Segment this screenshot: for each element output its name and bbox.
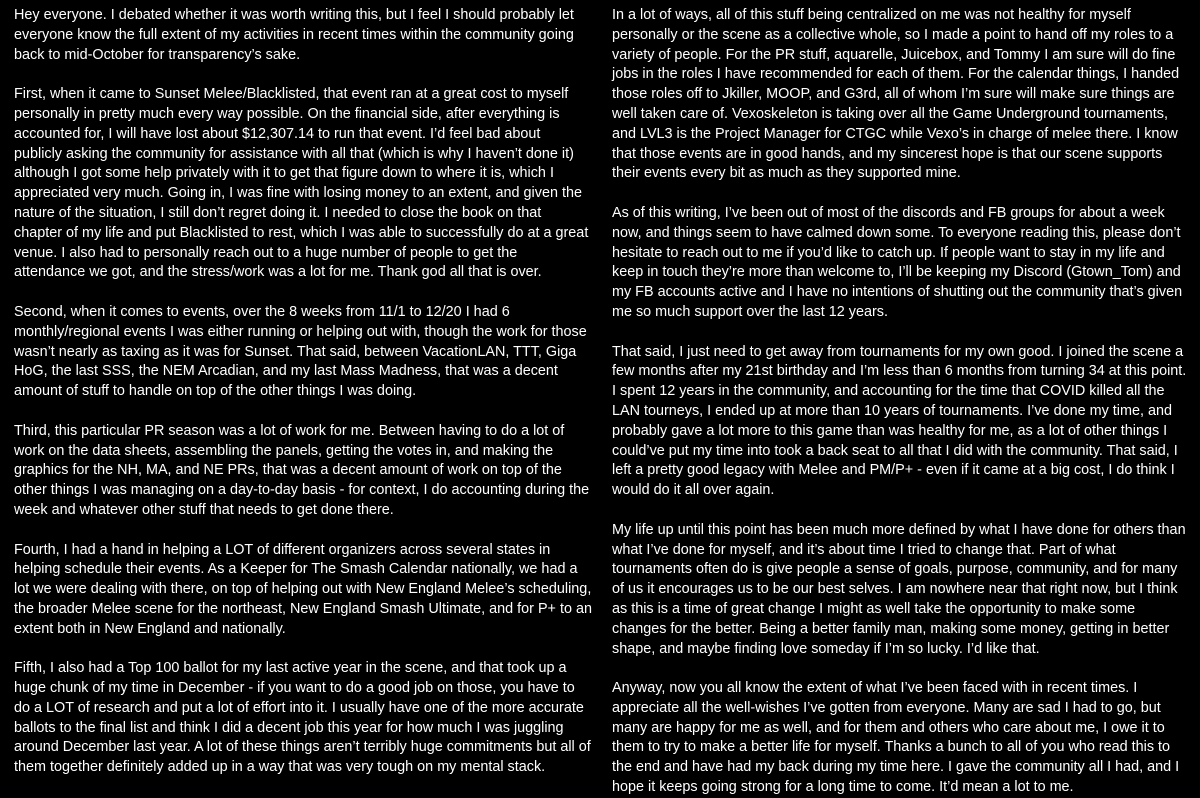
paragraph-fourth-scheduling: Fourth, I had a hand in helping a LOT of different organizers across several states in helping schedule their events. As a Keeper for The Smash Calendar nationally, we had a lot we were dealing with there, on top of helping out with New England Melee’s scheduling, the broader Melee scene for the northeast, New England Smash Ultimate, and for P+ to an extent both in New England and nationally. (14, 541, 592, 637)
paragraph-first-sunset-melee: First, when it came to Sunset Melee/Blacklisted, that event ran at a great cost to myself personally in pretty much every way possible. On the financial side, after everything is accounted for, I will have lost about $12,307.14 to run that event. I’d feel bad about publicly asking the community for assistance with all that (which is why I haven’t done it) although I got some help privately with it to get that figure down to where it is, which I appreciated very much. Going in, I was fine with losing money to an extent, and given the nature of the situation, I still don’t regret doing it. I needed to close the book on that chapter of my life and put Blacklisted to rest, which I was able to successfully do at a great venue. I also had to personally reach out to a huge number of people to get the attendance we got, and the stress/work was a lot for me. Thank god all that is over. (14, 86, 589, 281)
paragraph-handing-off-roles: In a lot of ways, all of this stuff being centralized on me was not healthy for myself personally or the scene as a collective whole, so I made a point to hand off my roles to a variety of people. For the PR stuff, aquarelle, Juicebox, and Tommy I am sure will do fine jobs in the roles I have recommended for each of them. For the calendar things, I handed those roles off to Jkiller, MOOP, and G3rd, all of whom I’m sure will make sure things are well taken care of. Vexoskeleton is taking over all the Game Underground tournaments, and LVL3 is the Project Manager for CTGC while Vexo’s in charge of melee there. I know that those events are in good hands, and my sincerest hope is that our scene supports their events every bit as much as they supported mine. (612, 7, 1180, 182)
left-column (14, 6, 592, 778)
paragraph-second-events: Second, when it comes to events, over the 8 weeks from 11/1 to 12/20 I had 6 monthly/regional events I was either running or helping out with, though the work for those wasn’t nearly as taxing as it was for Sunset. That said, between VacationLAN, TTT, Giga HoG, the last SSS, the NEM Arcadian, and my last Mass Madness, that was a decent amount of stuff to handle on top of the other things I was doing. (14, 303, 587, 400)
paragraph-life-changes: My life up until this point has been much more defined by what I have done for others than what I’ve done for myself, and it’s about time I tried to change that. Part of what tournaments often do is give people a sense of goals, purpose, community, and for many of us it encourages us to be our best selves. I am nowhere near that right now, but I think as this is a time of great change I might as well take the opportunity to make some changes for the better. Being a better family man, making some money, getting in better shape, and maybe finding love someday if I’m so lucky. I’d like that. (612, 521, 1186, 657)
paragraph-staying-in-touch: As of this writing, I’ve been out of most of the discords and FB groups for about a week now, and things seem to have calmed down some. To everyone reading this, please don’t hesitate to reach out to me if you’d like to catch up. If people want to stay in my life and keep in touch they’re more than welcome to, I’ll be keeping my Discord (Gtown_Tom) and my FB accounts active and I have no intentions of shutting out the community that’s given me so much support over the last 12 years. (612, 204, 1183, 320)
right-column (612, 6, 1192, 798)
paragraph-third-pr-season: Third, this particular PR season was a lot of work for me. Between having to do a lot of work on the data sheets, assembling the panels, getting the votes in, and making the graphics for the NH, MA, and NE PRs, that was a decent amount of work on top of the other things I was managing on a day-to-day basis - for context, I do accounting during the week and whatever other stuff that needs to get done there. (14, 422, 590, 518)
paragraph-fifth-top-100-ballot: Fifth, I also had a Top 100 ballot for my last active year in the scene, and that took up a huge chunk of my time in December - if you want to do a good job on those, you have to do a LOT of research and put a lot of effort into it. I usually have one of the more accurate ballots to the final list and think I did a decent job this year for how much I was juggling around December last year. A lot of these things aren’t terribly huge commitments but all of them together definitely added up in a way that was very tough on my mental stack. (14, 660, 591, 776)
paragraph-leaving-tournaments: That said, I just need to get away from tournaments for my own good. I joined the scene a few months after my 21st birthday and I’m less than 6 months from turning 34 at this point. I spent 12 years in the community, and accounting for the time that COVID killed all the LAN tourneys, I ended up at more than 10 years of tournaments. I’ve done my time, and probably gave a lot more to this game than was healthy for me, as a lot of other things I could’ve put my time into took a back seat to all that I did with the community. That said, I left a pretty good legacy with Melee and PM/P+ - even if it came at a big cost, I do think I would do it all over again. (612, 343, 1187, 499)
paragraph-intro: Hey everyone. I debated whether it was worth writing this, but I feel I should probably let everyone know the full extent of my activities in recent times within the community going back to mid-October for transparency’s sake. (14, 7, 574, 63)
paragraph-closing-thanks: Anyway, now you all know the extent of what I’ve been faced with in recent times. I appreciate all the well-wishes I’ve gotten from everyone. Many are sad I had to go, but many are happy for me as well, and for them and others who care about me, I owe it to them to try to make a better life for myself. Thanks a bunch to all of you who read this to the end and have had my back during my time here. I gave the community all I had, and I hope it keeps going strong for a long time to come. It’d mean a lot to me. (612, 680, 1180, 796)
